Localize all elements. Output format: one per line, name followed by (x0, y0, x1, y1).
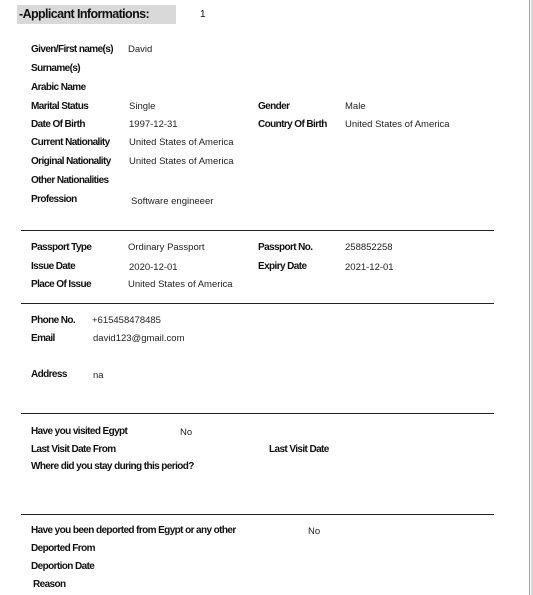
email-value: david123@gmail.com (93, 333, 185, 344)
stay-location-label: Where did you stay during this period? (31, 461, 194, 472)
marital-status-label: Marital Status (31, 101, 89, 112)
section-title: -Applicant Informations: (19, 7, 150, 21)
place-of-issue-value: United States of America (128, 279, 233, 290)
other-nationalities-label: Other Nationalities (31, 175, 109, 186)
passport-no-value: 258852258 (345, 242, 393, 253)
page-edge-line (529, 0, 530, 595)
expiry-date-label: Expiry Date (258, 261, 307, 272)
reason-label: Reason (33, 579, 66, 590)
gender-label: Gender (258, 101, 290, 112)
address-value: na (93, 370, 104, 381)
issue-date-value: 2020-12-01 (129, 262, 178, 273)
issue-date-label: Issue Date (31, 261, 76, 272)
dob-value: 1997-12-31 (129, 119, 178, 130)
dob-label: Date Of Birth (31, 119, 85, 130)
gender-value: Male (345, 101, 366, 112)
email-label: Email (31, 333, 55, 344)
passport-no-label: Passport No. (258, 242, 313, 253)
surname-label: Surname(s) (31, 63, 81, 74)
last-visit-to-label: Last Visit Date (269, 444, 329, 455)
place-of-issue-label: Place Of Issue (31, 279, 91, 290)
country-of-birth-label: Country Of Birth (258, 119, 327, 130)
deportation-date-label: Deportion Date (31, 561, 95, 572)
given-name-label: Given/First name(s) (31, 44, 113, 55)
visited-egypt-label: Have you visited Egypt (31, 426, 128, 437)
deported-value: No (308, 526, 321, 537)
arabic-name-label: Arabic Name (31, 82, 86, 93)
profession-label: Profession (31, 194, 77, 205)
passport-type-value: Ordinary Passport (128, 242, 205, 253)
marital-status-value: Single (129, 101, 156, 112)
deported-from-label: Deported From (31, 543, 95, 554)
divider (21, 230, 494, 231)
visited-egypt-value: No (180, 427, 193, 438)
phone-label: Phone No. (31, 315, 76, 326)
given-name-value: David (128, 44, 153, 55)
profession-value: Software engineeer (131, 196, 214, 207)
current-nationality-value: United States of America (129, 137, 234, 148)
current-nationality-label: Current Nationality (31, 137, 110, 148)
divider (21, 413, 494, 414)
passport-type-label: Passport Type (31, 242, 92, 253)
country-of-birth-value: United States of America (345, 119, 450, 130)
original-nationality-value: United States of America (129, 156, 234, 167)
address-label: Address (31, 369, 67, 380)
divider (21, 514, 494, 515)
last-visit-from-label: Last Visit Date From (31, 444, 116, 455)
divider (21, 303, 494, 304)
original-nationality-label: Original Nationality (31, 156, 111, 167)
applicant-number: 1 (200, 9, 206, 20)
phone-value: +615458478485 (92, 315, 161, 326)
deported-label: Have you been deported from Egypt or any other (31, 525, 236, 536)
expiry-date-value: 2021-12-01 (345, 262, 394, 273)
